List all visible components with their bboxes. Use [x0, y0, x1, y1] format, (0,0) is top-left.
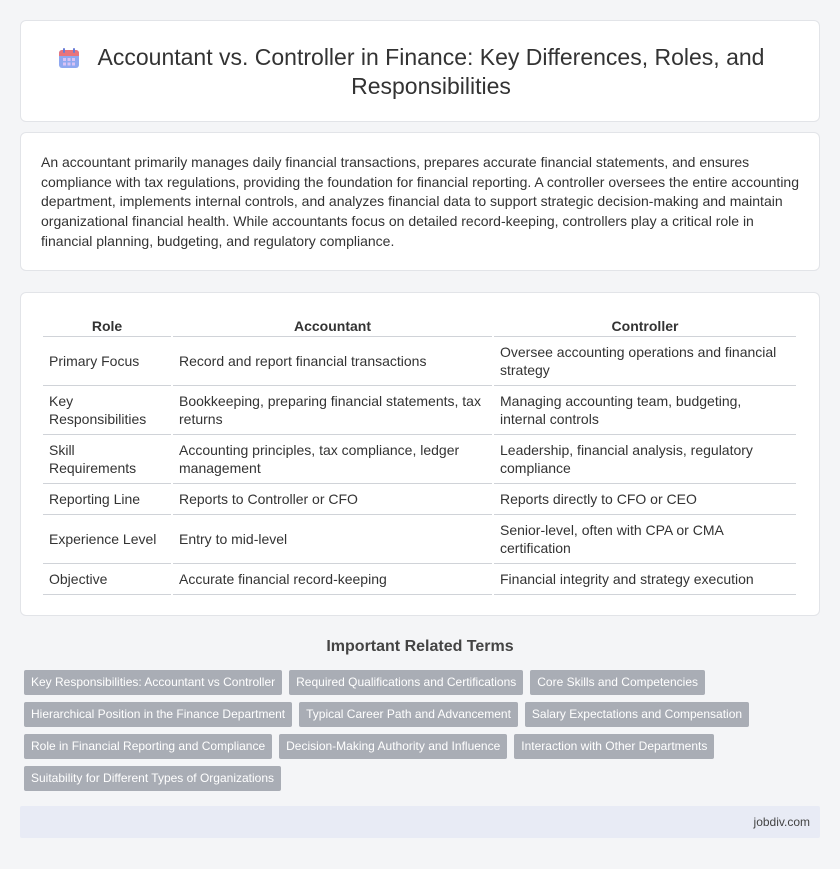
- table-row: [43, 386, 796, 435]
- role-cell: Primary Focus: [43, 337, 171, 386]
- controller-cell: Oversee accounting operations and financial strategy: [494, 337, 796, 386]
- related-term-tag[interactable]: Typical Career Path and Advancement: [299, 702, 518, 727]
- role-cell: Key Responsibilities: [43, 386, 171, 435]
- controller-cell: Senior-level, often with CPA or CMA certification: [494, 515, 796, 564]
- related-term-tag[interactable]: Core Skills and Competencies: [530, 670, 705, 695]
- table-header-row: [43, 315, 796, 337]
- role-cell: Skill Requirements: [43, 435, 171, 484]
- intro-card: [20, 132, 820, 271]
- comparison-table-card: [20, 292, 820, 616]
- related-term-tag[interactable]: Hierarchical Position in the Finance Department: [24, 702, 292, 727]
- related-term-tag[interactable]: Decision-Making Authority and Influence: [279, 734, 507, 759]
- footer-site-link[interactable]: jobdiv.com: [753, 815, 810, 829]
- accountant-cell: Record and report financial transactions: [173, 337, 492, 386]
- footer: [20, 806, 820, 838]
- accountant-cell: Accurate financial record-keeping: [173, 564, 492, 595]
- accountant-cell: Accounting principles, tax compliance, ledger management: [173, 435, 492, 484]
- accountant-cell: Entry to mid-level: [173, 515, 492, 564]
- table-row: [43, 515, 796, 564]
- table-row: [43, 337, 796, 386]
- accountant-cell: Bookkeeping, preparing financial statements, tax returns: [173, 386, 492, 435]
- related-terms-title: Important Related Terms: [326, 638, 514, 655]
- table-row: [43, 564, 796, 595]
- role-cell: Objective: [43, 564, 171, 595]
- related-term-tag[interactable]: Interaction with Other Departments: [514, 734, 714, 759]
- role-cell: Experience Level: [43, 515, 171, 564]
- controller-cell: Financial integrity and strategy execution: [494, 564, 796, 595]
- accountant-cell: Reports to Controller or CFO: [173, 484, 492, 515]
- role-cell: Reporting Line: [43, 484, 171, 515]
- related-terms-list: [24, 670, 804, 791]
- header-role: Role: [43, 315, 171, 337]
- table-row: [43, 484, 796, 515]
- comparison-table: [41, 315, 798, 595]
- controller-cell: Leadership, financial analysis, regulatory compliance: [494, 435, 796, 484]
- related-term-tag[interactable]: Suitability for Different Types of Organizations: [24, 766, 281, 791]
- related-term-tag[interactable]: Role in Financial Reporting and Compliance: [24, 734, 272, 759]
- controller-cell: Managing accounting team, budgeting, internal controls: [494, 386, 796, 435]
- table-row: [43, 435, 796, 484]
- intro-paragraph: An accountant primarily manages daily financial transactions, prepares accurate financial statements, and ensures compliance with tax regulations, providing the foundation for financial reporting. A controller oversees the entire accounting department, implements internal controls, and analyzes financial data to support strategic decision-making and maintain organizational financial health. While accountants focus on detailed record-keeping, controllers play a critical role in financial planning, budgeting, and regulatory compliance.: [41, 154, 800, 249]
- header-accountant: Accountant: [173, 315, 492, 337]
- related-term-tag[interactable]: Salary Expectations and Compensation: [525, 702, 749, 727]
- controller-cell: Reports directly to CFO or CEO: [494, 484, 796, 515]
- related-term-tag[interactable]: Required Qualifications and Certifications: [289, 670, 523, 695]
- header-card: [20, 20, 820, 122]
- related-term-tag[interactable]: Key Responsibilities: Accountant vs Controller: [24, 670, 282, 695]
- header-controller: Controller: [494, 315, 796, 337]
- page-title: Accountant vs. Controller in Finance: Key Differences, Roles, and Responsibilities: [97, 44, 765, 99]
